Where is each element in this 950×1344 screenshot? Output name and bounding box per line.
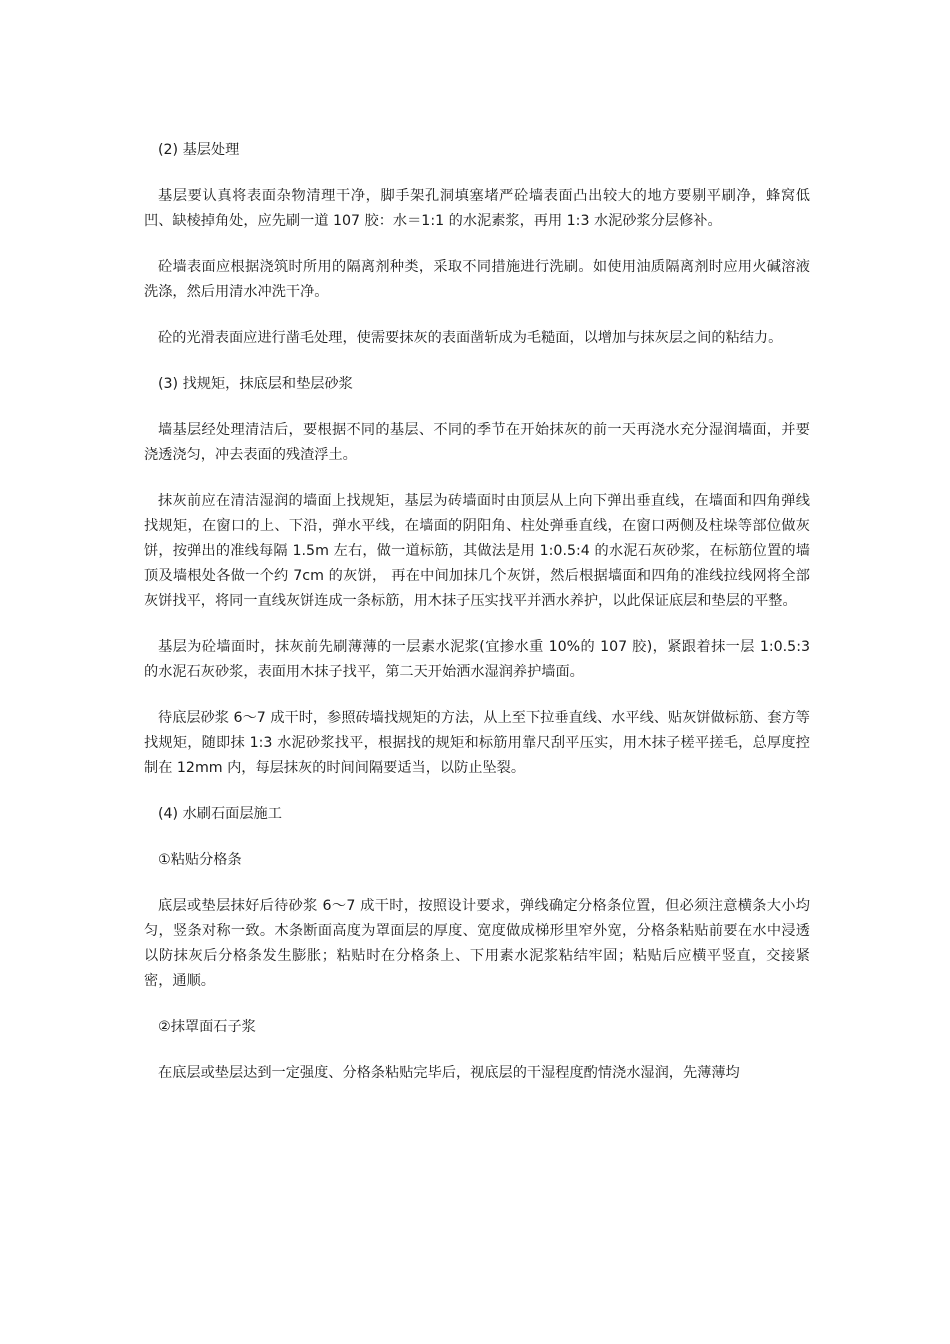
paragraph: 抹灰前应在清洁湿润的墙面上找规矩，基层为砖墙面时由顶层从上向下弹出垂直线，在墙面和四角弹线找规矩，在窗口的上、下沿，弹水平线，在墙面的阴阳角、柱处弹垂直线，在窗口两侧及柱垛等部位做灰饼，按弹出的准线每隔 1.5m 左右，做一道标筋，其做法是用 1:0.5:4 的水泥石灰砂浆，在标筋位置的墙顶及墙根处各做一个约 7cm 的灰饼， 再在中间加抹几个灰饼，然后根据墙面和四角的准线拉线网将全部灰饼找平，将同一直线灰饼连成一条标筋，用木抹子压实找平并洒水养护，以此保证底层和垫层的平整。 [144,493,810,609]
paragraph: 砼的光滑表面应进行凿毛处理，使需要抹灰的表面凿斩成为毛糙面，以增加与抹灰层之间的粘结力。 [158,330,783,346]
paragraph: 在底层或垫层达到一定强度、分格条粘贴完毕后，视底层的干湿程度酌情浇水湿润，先薄薄均 [158,1065,740,1081]
paragraph: 基层要认真将表面杂物清理干净，脚手架孔洞填塞堵严砼墙表面凸出较大的地方要剔平刷净，蜂窝低凹、缺棱掉角处，应先刷一道 107 胶：水＝1:1 的水泥素浆，再用 1:3 水泥砂浆分层修补。 [144,188,810,229]
paragraph: 砼墙表面应根据浇筑时所用的隔离剂种类，采取不同措施进行洗刷。如使用油质隔离剂时应用火碱溶液洗涤，然后用清水冲洗干净。 [144,259,810,300]
paragraph: 底层或垫层抹好后待砂浆 6～7 成干时，按照设计要求，弹线确定分格条位置，但必须注意横条大小均匀，竖条对称一致。木条断面高度为罩面层的厚度、宽度做成梯形里窄外宽，分格条粘贴前要在水中浸透以防抹灰后分格条发生膨胀；粘贴时在分格条上、下用素水泥浆粘结牢固；粘贴后应横平竖直，交接紧密，通顺。 [144,898,810,989]
section-heading-leveling: (3) 找规矩，抹底层和垫层砂浆 [158,376,353,392]
document-body [144,138,810,1086]
paragraph: 基层为砼墙面时，抹灰前先刷薄薄的一层素水泥浆(宜掺水重 10%的 107 胶)，紧跟着抹一层 1:0.5:3 的水泥石灰砂浆，表面用木抹子找平，第二天开始洒水湿润养护墙面。 [144,639,810,680]
paragraph: 墙基层经处理清洁后，要根据不同的基层、不同的季节在开始抹灰的前一天再浇水充分湿润墙面，并要浇透浇匀，冲去表面的残渣浮土。 [144,422,810,463]
section-heading-surface-layer: (4) 水刷石面层施工 [158,806,282,822]
paragraph: 待底层砂浆 6～7 成干时，参照砖墙找规矩的方法，从上至下拉垂直线、水平线、贴灰饼做标筋、套方等找规矩，随即抹 1:3 水泥砂浆找平，根据找的规矩和标筋用靠尺刮平压实，用木抹子槎平搓毛，总厚度控制在 12mm 内，每层抹灰的时间间隔要适当，以防止坠裂。 [144,710,810,776]
subsection-heading-stone-slurry: ②抹罩面石子浆 [158,1019,256,1035]
subsection-heading-divider-strips: ①粘贴分格条 [158,852,242,868]
section-heading-base-treatment: (2) 基层处理 [158,142,240,158]
